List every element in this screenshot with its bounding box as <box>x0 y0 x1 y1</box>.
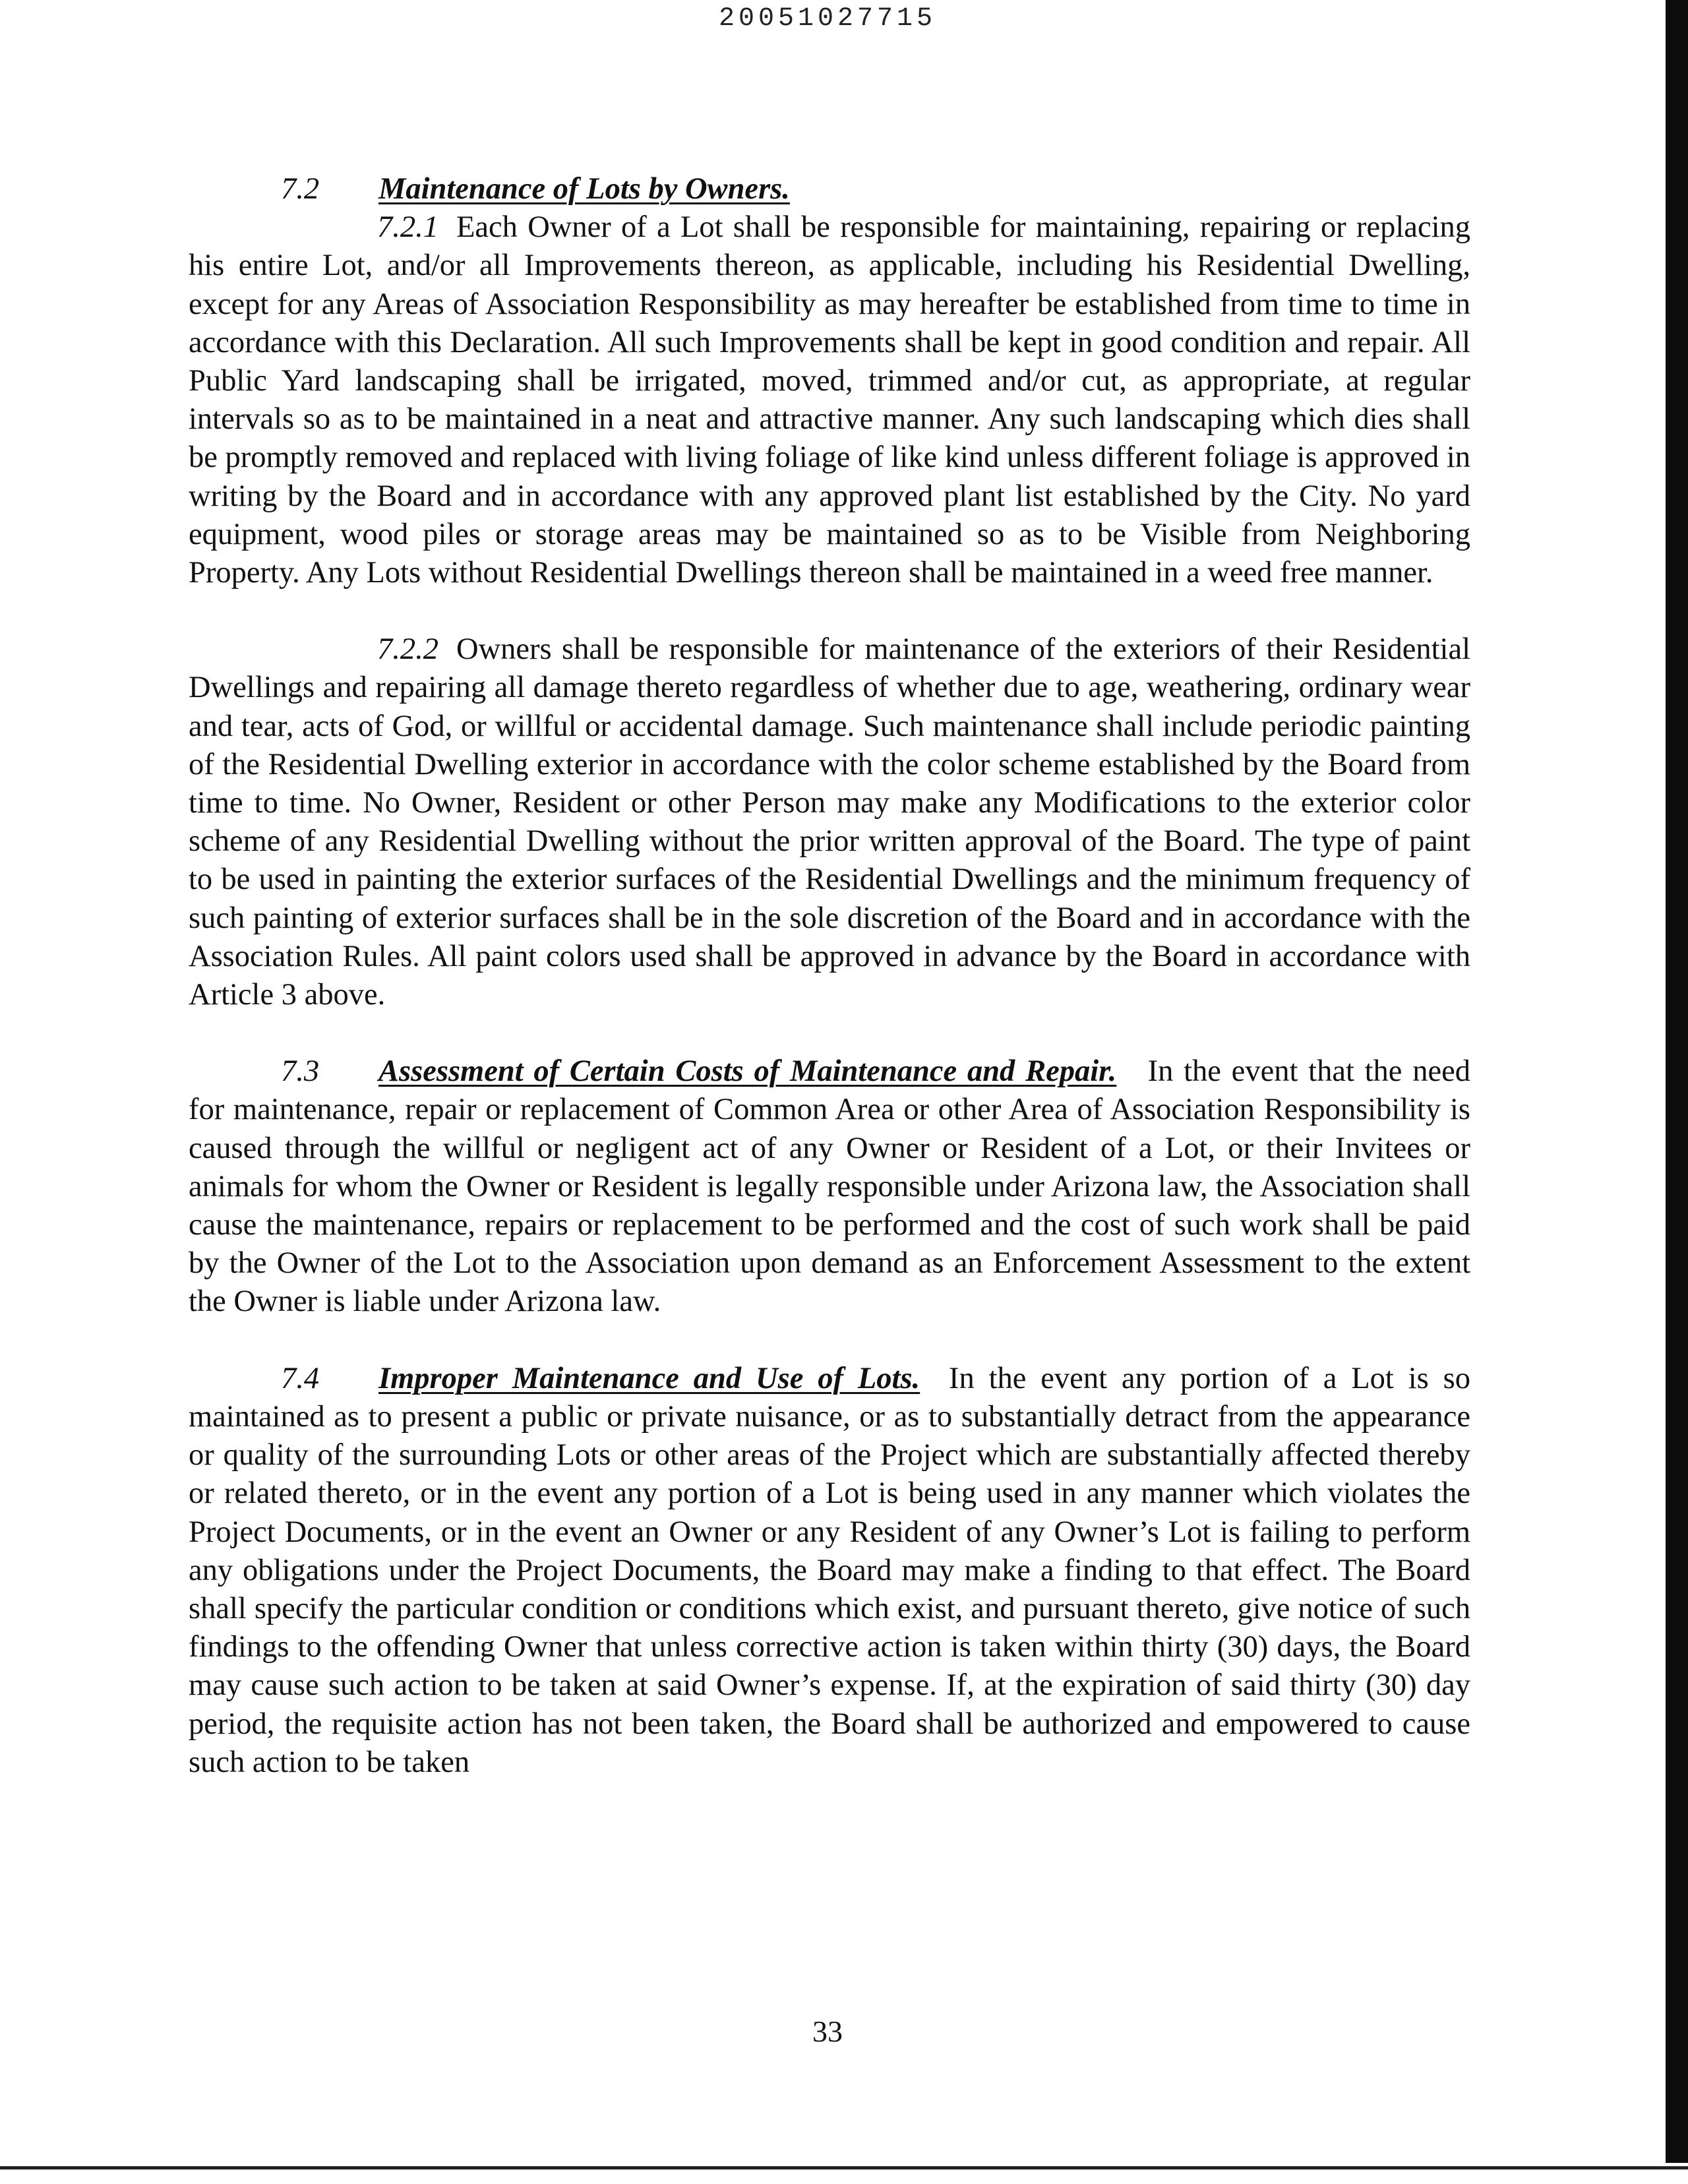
section-title: Assessment of Certain Costs of Maintenance and Repair. <box>378 1054 1117 1089</box>
section-title: Maintenance of Lots by Owners. <box>378 172 790 206</box>
section-number: 7.2 <box>281 172 320 206</box>
page-number: 33 <box>812 2015 843 2048</box>
bottom-rule <box>0 2166 1688 2169</box>
section-title: Improper Maintenance and Use of Lots. <box>378 1361 920 1395</box>
section-number: 7.3 <box>281 1054 320 1089</box>
paragraph-text: Owners shall be responsible for maintenance of the exteriors of their Residential Dwellings and repairing all damage thereto regardless of whether due to age, weathering, ordinary wear and tear, acts of God, or willful or accidental damage. Such maintenance shall include periodic painting of the Residential Dwelling exterior in accordance with the color scheme established by the Board from time to time. No Owner, Resident or other Person may make any Modifications to the exterior color scheme of any Residential Dwelling without the prior written approval of the Board. The type of paint to be used in painting the exterior surfaces of the Residential Dwellings and the minimum frequency of such painting of exterior surfaces shall be in the sole discretion of the Board and in accordance with the Association Rules. All paint colors used shall be approved in advance by the Board in accordance with Article 3 above. <box>189 632 1470 1012</box>
section-number: 7.2.2 <box>377 632 438 667</box>
paragraph-7-2-2 <box>189 630 1470 1014</box>
section-number: 7.2.1 <box>377 210 438 245</box>
section-number: 7.4 <box>281 1361 320 1395</box>
paragraph-text: In the event any portion of a Lot is so maintained as to present a public or private nuisance, or as to substantially detract from the appearance or quality of the surrounding Lots or other areas of the Project which are substantially affected thereby or related thereto, or in the event any portion of a Lot is being used in any manner which violates the Project Documents, or in the event an Owner or any Resident of any Owner’s Lot is failing to perform any obligations under the Project Documents, the Board may make a finding to that effect. The Board shall specify the particular condition or conditions which exist, and pursuant thereto, give notice of such findings to the offending Owner that unless corrective action is taken within thirty (30) days, the Board may cause such action to be taken at said Owner’s expense. If, at the expiration of said thirty (30) day period, the requisite action has not been taken, the Board shall be authorized and empowered to cause such action to be taken <box>189 1361 1470 1779</box>
section-7-2-heading <box>189 170 1470 208</box>
paragraph-7-2-1 <box>189 208 1470 592</box>
paragraph-text: Each Owner of a Lot shall be responsible for maintaining, repairing or replacing his entire Lot, and/or all Improvements thereon, as applicable, including his Residential Dwelling, except for any Areas of Association Responsibility as may hereafter be established from time to time in accordance with this Declaration. All such Improvements shall be kept in good condition and repair. All Public Yard landscaping shall be irrigated, moved, trimmed and/or cut, as appropriate, at regular intervals so as to be maintained in a neat and attractive manner. Any such landscaping which dies shall be promptly removed and replaced with living foliage of like kind unless different foliage is approved in writing by the Board and in accordance with any approved plant list established by the City. No yard equipment, wood piles or storage areas may be maintained so as to be Visible from Neighboring Property. Any Lots without Residential Dwellings thereon shall be maintained in a weed free manner. <box>189 210 1470 590</box>
paragraph-7-3 <box>189 1052 1470 1321</box>
document-number: 20051027715 <box>718 4 937 34</box>
document-body <box>189 170 1470 1782</box>
paragraph-7-4 <box>189 1360 1470 1782</box>
paragraph-text: In the event that the need for maintenance, repair or replacement of Common Area or other Area of Association Responsibility is caused through the willful or negligent act of any Owner or Resident of a Lot, or their Invitees or animals for whom the Owner or Resident is legally responsible under Arizona law, the Association shall cause the maintenance, repairs or replacement to be performed and the cost of such work shall be paid by the Owner of the Lot to the Association upon demand as an Enforcement Assessment to the extent the Owner is liable under Arizona law. <box>189 1054 1470 1319</box>
scan-edge <box>1666 0 1688 2163</box>
